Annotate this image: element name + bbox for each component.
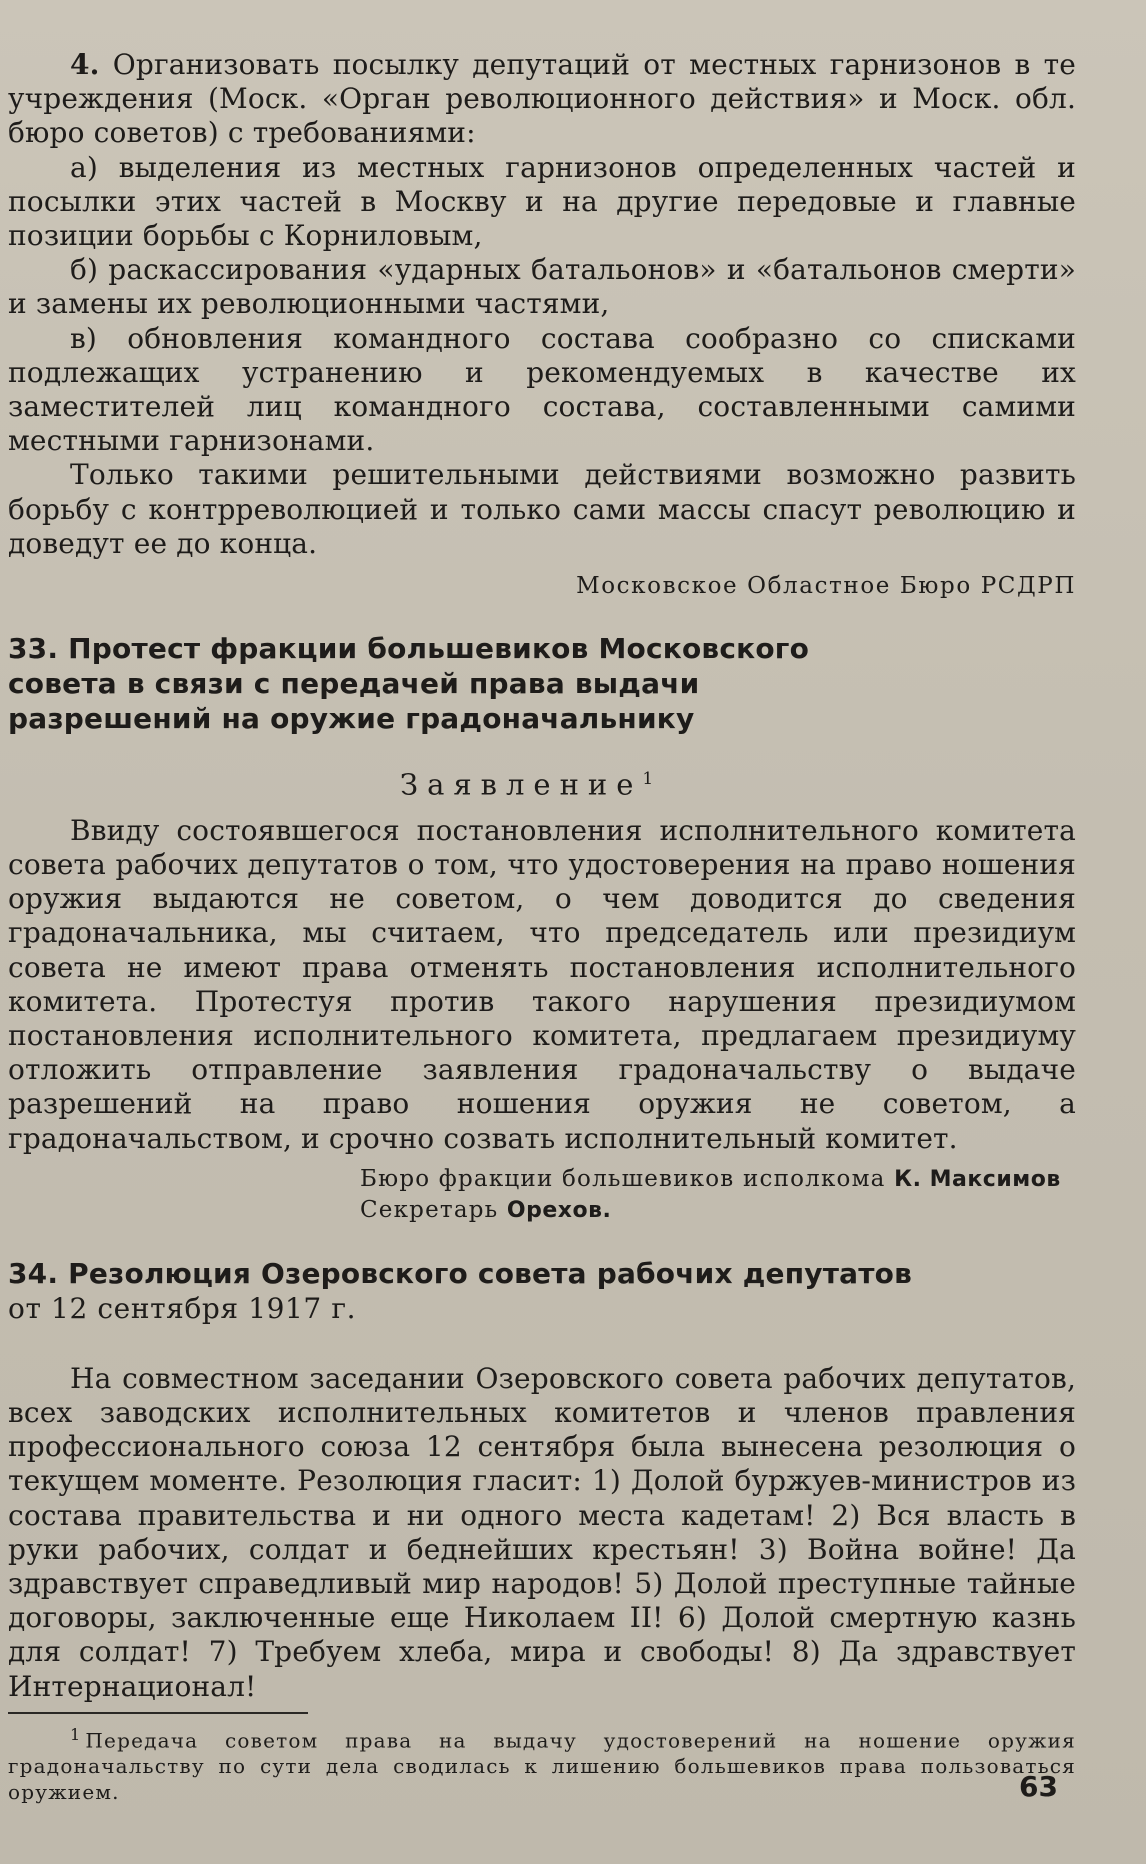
item-4-point-c: в) обновления командного состава сообразно со списками подлежащих устранению и рекомендуемых в качестве их заместителей лиц командного состава, составленными самими местными гарнизонами. xyxy=(8,321,1076,458)
footnote-divider xyxy=(8,1712,308,1714)
doc-34-text: На совместном заседании Озеровского совета рабочих депутатов, всех заводских исполнительных комитетов и членов правления профессионального союза 12 сентября была вынесена резолюция о текущем моменте. Резолюция гласит: 1) Долой буржуев-министров из состава правительства и ни одного места кадетам! 2) Вся власть в руки рабочих, солдат и беднейших крестьян! 3) Война войне! Да здравствует справедливый мир народов! 5) Долой преступные тайные договоры, заключенные еще Николаем II! 6) Долой смертную казнь для солдат! 7) Требуем хлеба, мира и свободы! 8) Да здравствует Интернационал! xyxy=(8,1361,1076,1703)
page-number: 63 xyxy=(1019,1770,1058,1803)
footnote xyxy=(8,1722,1076,1806)
doc-33-signature-secretary: Секретарь xyxy=(360,1196,499,1223)
doc-33-signature xyxy=(360,1164,1076,1226)
doc-33-signature-line-2 xyxy=(360,1195,1076,1226)
item-4-point-a: а) выделения из местных гарнизонов определенных частей и посылки этих частей в Москву и на другие передовые и главные позиции борьбы с Корниловым, xyxy=(8,150,1076,253)
doc-33-title xyxy=(400,762,1076,802)
doc-33-signature-line-1 xyxy=(360,1164,1076,1195)
item-4-conclusion: Только такими решительными действиями возможно развить борьбу с контрреволюцией и только сами массы спасут революцию и доведут ее до конца. xyxy=(8,458,1076,560)
doc-33-signature-bureau: Бюро фракции большевиков исполкома xyxy=(360,1165,886,1192)
footnote-mark: 1 xyxy=(70,1724,82,1744)
doc-33-signature-name-1: К. Максимов xyxy=(894,1166,1061,1192)
footnote-text: Передача советом права на выдачу удостоверений на ношение оружия градоначальству по сути дела сводилась к лишению большевиков права пользоваться оружием. xyxy=(8,1728,1076,1805)
item-4-signature: Московское Областное Бюро РСДРП xyxy=(576,573,1076,600)
doc-33-signature-name-2: Орехов. xyxy=(506,1197,612,1223)
spacer xyxy=(8,1326,1076,1362)
doc-33-text: Ввиду состоявшегося постановления исполнительного комитета совета рабочих депутатов о том, что удостоверения на право ношения оружия выдаются не советом, о чем доводится до сведения градоначальника, мы считаем, что председатель или президиум совета не имеют права отменять постановления исполнительного комитета. Протестуя против такого нарушения президиумом постановления исполнительного комитета, предлагаем президиуму отложить отправление заявления градоначальству о выдаче разрешений на право ношения оружия не советом, а градоначальством, и срочно созвать исполнительный комитет. xyxy=(8,813,1076,1155)
item-4-number: 4. xyxy=(70,48,100,81)
doc-34-heading-title: 34. Резолюция Озеровского совета рабочих депутатов xyxy=(8,1256,913,1290)
doc-34-heading xyxy=(8,1256,1076,1326)
item-4-intro xyxy=(8,48,1076,151)
doc-34-heading-date: от 12 сентября 1917 г. xyxy=(8,1291,357,1325)
item-4-point-b: б) раскассирования «ударных батальонов» и «батальонов смерти» и замены их революционными частями, xyxy=(8,253,1076,321)
doc-33-footnote-ref: 1 xyxy=(642,769,654,790)
doc-33-heading: 33. Протест фракции большевиков Московского совета в связи с передачей права выдачи разрешений на оружие градоначальнику xyxy=(8,632,810,736)
item-4-intro-text: Организовать посылку депутаций от местных гарнизонов в те учреждения (Моск. «Орган революционного действия» и Моск. обл. бюро советов) с требованиями: xyxy=(8,48,1076,150)
doc-33-title-text: Заявление xyxy=(400,767,643,802)
